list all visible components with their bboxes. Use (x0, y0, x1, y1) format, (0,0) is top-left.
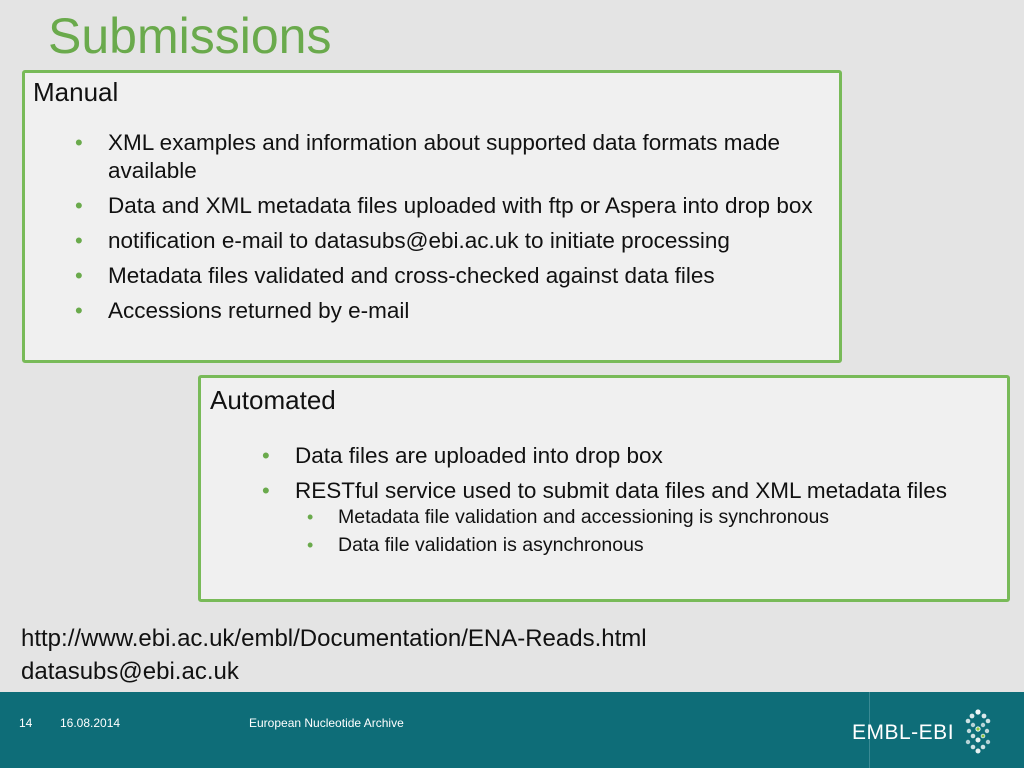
slide-date: 16.08.2014 (60, 716, 121, 730)
sub-list-item (307, 531, 992, 559)
bullet-icon: • (75, 193, 83, 218)
list-item-text: notification e-mail to datasubs@ebi.ac.uk to initiate processing (108, 228, 730, 253)
helix-logo-icon (955, 708, 1001, 754)
documentation-link[interactable]: http://www.ebi.ac.uk/embl/Documentation/ENA-Reads.html (21, 625, 647, 652)
list-item (75, 227, 825, 255)
list-item-text: Accessions returned by e-mail (108, 298, 410, 323)
bullet-icon: • (307, 535, 314, 555)
bullet-icon: • (262, 443, 270, 468)
sub-list-item-text: Metadata file validation and accessioning is synchronous (338, 506, 830, 528)
manual-bullet-list (75, 129, 825, 332)
sub-list-item-text: Data file validation is asynchronous (338, 534, 644, 556)
list-item (75, 297, 825, 325)
list-item-text: Data and XML metadata files uploaded with ftp or Aspera into drop box (108, 193, 813, 218)
list-item (262, 442, 992, 470)
list-item-text: RESTful service used to submit data files and XML metadata files (295, 478, 947, 503)
list-item (262, 477, 992, 559)
list-item (75, 192, 825, 220)
reference-links (21, 622, 647, 688)
bullet-icon: • (262, 478, 270, 503)
list-item (75, 129, 825, 185)
footer-bar (0, 692, 1024, 768)
bullet-icon: • (75, 228, 83, 253)
logo-text: EMBL-EBI (852, 721, 955, 744)
list-item-text: Data files are uploaded into drop box (295, 443, 663, 468)
sub-list-item (307, 503, 992, 531)
list-item (75, 262, 825, 290)
manual-heading: Manual (33, 77, 119, 107)
bullet-icon: • (75, 130, 83, 155)
slide-number: 14 (19, 716, 33, 730)
automated-sub-bullet-list (307, 503, 992, 559)
bullet-icon: • (75, 263, 83, 288)
bullet-icon: • (75, 298, 83, 323)
list-item-text: Metadata files validated and cross-checked against data files (108, 263, 715, 288)
footer-organization: European Nucleotide Archive (249, 716, 404, 730)
automated-bullet-list (262, 442, 992, 566)
list-item-text: XML examples and information about supported data formats made available (108, 130, 781, 183)
bullet-icon: • (307, 507, 314, 527)
slide-title: Submissions (48, 8, 332, 64)
automated-box (198, 375, 1010, 602)
automated-heading: Automated (210, 385, 336, 415)
manual-box (22, 70, 842, 363)
contact-email-link[interactable]: datasubs@ebi.ac.uk (21, 658, 239, 685)
embl-ebi-logo (852, 710, 1012, 754)
